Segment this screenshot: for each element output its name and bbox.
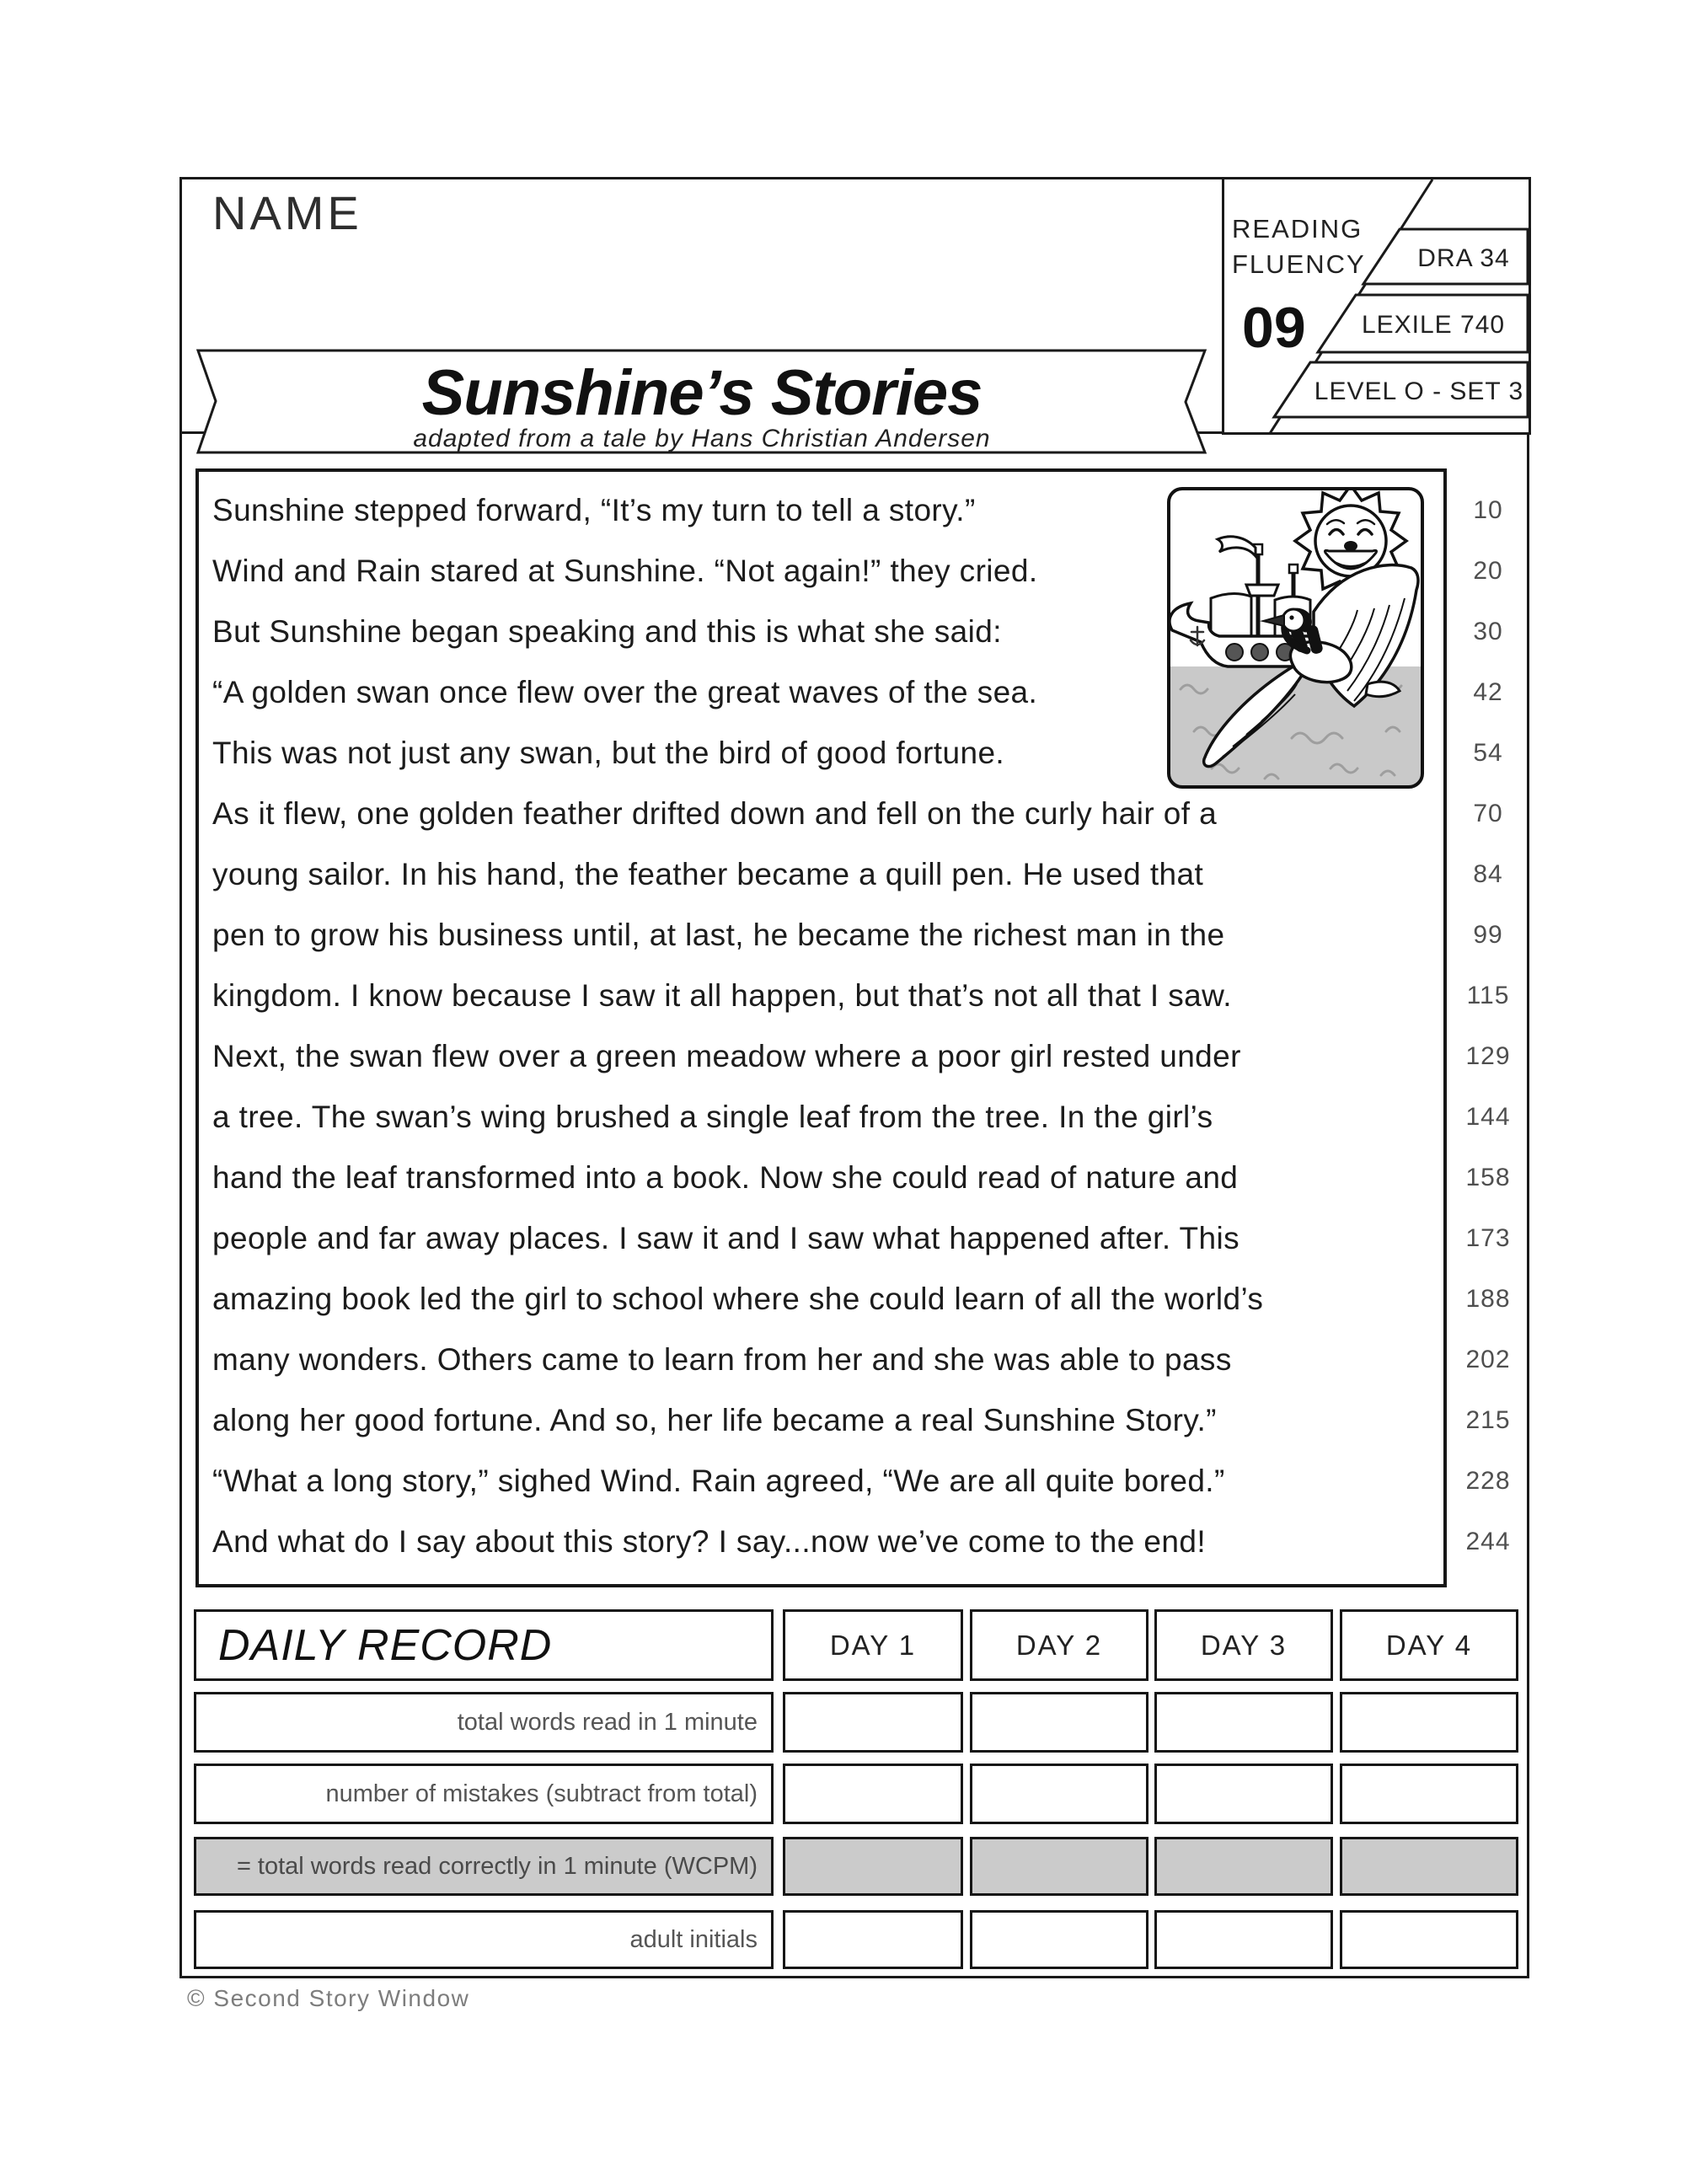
passage-number: 09 — [1242, 296, 1306, 360]
level-set-label: LEVEL O - SET 3 — [1314, 377, 1524, 405]
record-cell-day3-row2[interactable] — [1154, 1764, 1333, 1824]
word-count: 202 — [1465, 1346, 1511, 1373]
record-cell-day2-row1[interactable] — [970, 1692, 1148, 1753]
name-label: NAME — [212, 186, 362, 239]
word-count: 188 — [1465, 1285, 1511, 1313]
passage-line: “What a long story,” sighed Wind. Rain agreed, “We are all quite bored.” — [212, 1464, 1225, 1498]
record-cell-day1-row2[interactable] — [783, 1764, 963, 1824]
row-label-wcpm: = total words read correctly in 1 minute (WCPM) — [194, 1837, 774, 1896]
word-count: 173 — [1465, 1224, 1511, 1252]
record-cell-day2-row2[interactable] — [970, 1764, 1148, 1824]
word-count: 30 — [1473, 618, 1503, 645]
passage-line: amazing book led the girl to school where she could learn of all the world’s — [212, 1282, 1264, 1316]
record-cell-day1-row3[interactable] — [783, 1837, 963, 1896]
program-label-line1: READING — [1232, 214, 1363, 244]
daily-record-title: DAILY RECORD — [194, 1609, 774, 1681]
record-cell-day3-row4[interactable] — [1154, 1910, 1333, 1969]
word-count: 129 — [1465, 1042, 1511, 1070]
word-count: 244 — [1465, 1528, 1511, 1555]
footer-credit: © Second Story Window — [187, 1985, 470, 2011]
word-count: 42 — [1473, 678, 1503, 706]
word-count: 99 — [1473, 921, 1503, 949]
passage-line: Next, the swan flew over a green meadow where a poor girl rested under — [212, 1039, 1241, 1073]
record-cell-day4-row1[interactable] — [1340, 1692, 1518, 1753]
day-2-header: DAY 2 — [970, 1609, 1148, 1681]
record-cell-day3-row3[interactable] — [1154, 1837, 1333, 1896]
word-count: 54 — [1473, 739, 1503, 767]
worksheet-title: Sunshine’s Stories — [421, 357, 983, 429]
passage-line: “A golden swan once flew over the great waves of the sea. — [212, 675, 1038, 709]
word-count: 228 — [1465, 1467, 1511, 1495]
lexile-label: LEXILE 740 — [1361, 311, 1506, 339]
passage-line: pen to grow his business until, at last, he became the richest man in the — [212, 918, 1225, 952]
word-count: 144 — [1465, 1103, 1511, 1131]
record-cell-day4-row4[interactable] — [1340, 1910, 1518, 1969]
passage-line: a tree. The swan’s wing brushed a single leaf from the tree. In the girl’s — [212, 1100, 1213, 1134]
passage-line: hand the leaf transformed into a book. Now she could read of nature and — [212, 1160, 1239, 1195]
worksheet-subtitle: adapted from a tale by Hans Christian Andersen — [413, 425, 991, 452]
passage-line: But Sunshine began speaking and this is what she said: — [212, 614, 1002, 649]
program-label-line2: FLUENCY — [1232, 249, 1366, 279]
dra-label: DRA 34 — [1417, 244, 1510, 272]
passage-line: Wind and Rain stared at Sunshine. “Not again!” they cried. — [212, 554, 1038, 588]
day-1-header: DAY 1 — [783, 1609, 963, 1681]
passage-line: kingdom. I know because I saw it all happen, but that’s not all that I saw. — [212, 978, 1232, 1013]
passage-line: along her good fortune. And so, her life became a real Sunshine Story.” — [212, 1403, 1217, 1437]
record-cell-day2-row4[interactable] — [970, 1910, 1148, 1969]
record-cell-day2-row3[interactable] — [970, 1837, 1148, 1896]
word-count: 115 — [1466, 982, 1510, 1009]
word-count: 158 — [1465, 1164, 1511, 1191]
record-cell-day1-row4[interactable] — [783, 1910, 963, 1969]
day-4-header: DAY 4 — [1340, 1609, 1518, 1681]
day-3-header: DAY 3 — [1154, 1609, 1333, 1681]
row-label-mistakes: number of mistakes (subtract from total) — [194, 1764, 774, 1824]
record-cell-day4-row3[interactable] — [1340, 1837, 1518, 1896]
word-count: 70 — [1473, 800, 1503, 827]
record-cell-day4-row2[interactable] — [1340, 1764, 1518, 1824]
reading-fluency-badge — [1222, 177, 1531, 435]
passage-line: young sailor. In his hand, the feather became a quill pen. He used that — [212, 857, 1204, 891]
passage-line: people and far away places. I saw it and I saw what happened after. This — [212, 1221, 1240, 1255]
word-count: 20 — [1473, 557, 1503, 585]
word-count: 84 — [1473, 860, 1503, 888]
word-count: 215 — [1465, 1406, 1511, 1434]
passage-line: As it flew, one golden feather drifted down and fell on the curly hair of a — [212, 796, 1218, 831]
title-banner — [190, 344, 1214, 457]
word-count-column — [1447, 480, 1529, 1572]
record-cell-day3-row1[interactable] — [1154, 1692, 1333, 1753]
passage-line: And what do I say about this story? I say...now we’ve come to the end! — [212, 1524, 1207, 1559]
row-label-total-words: total words read in 1 minute — [194, 1692, 774, 1753]
word-count: 10 — [1473, 496, 1503, 524]
passage-line: Sunshine stepped forward, “It’s my turn to tell a story.” — [212, 493, 976, 527]
passage-line: many wonders. Others came to learn from her and she was able to pass — [212, 1342, 1232, 1377]
record-cell-day1-row1[interactable] — [783, 1692, 963, 1753]
story-illustration — [1165, 485, 1426, 790]
row-label-adult-initials: adult initials — [194, 1910, 774, 1969]
passage-line: This was not just any swan, but the bird of good fortune. — [212, 736, 1005, 770]
